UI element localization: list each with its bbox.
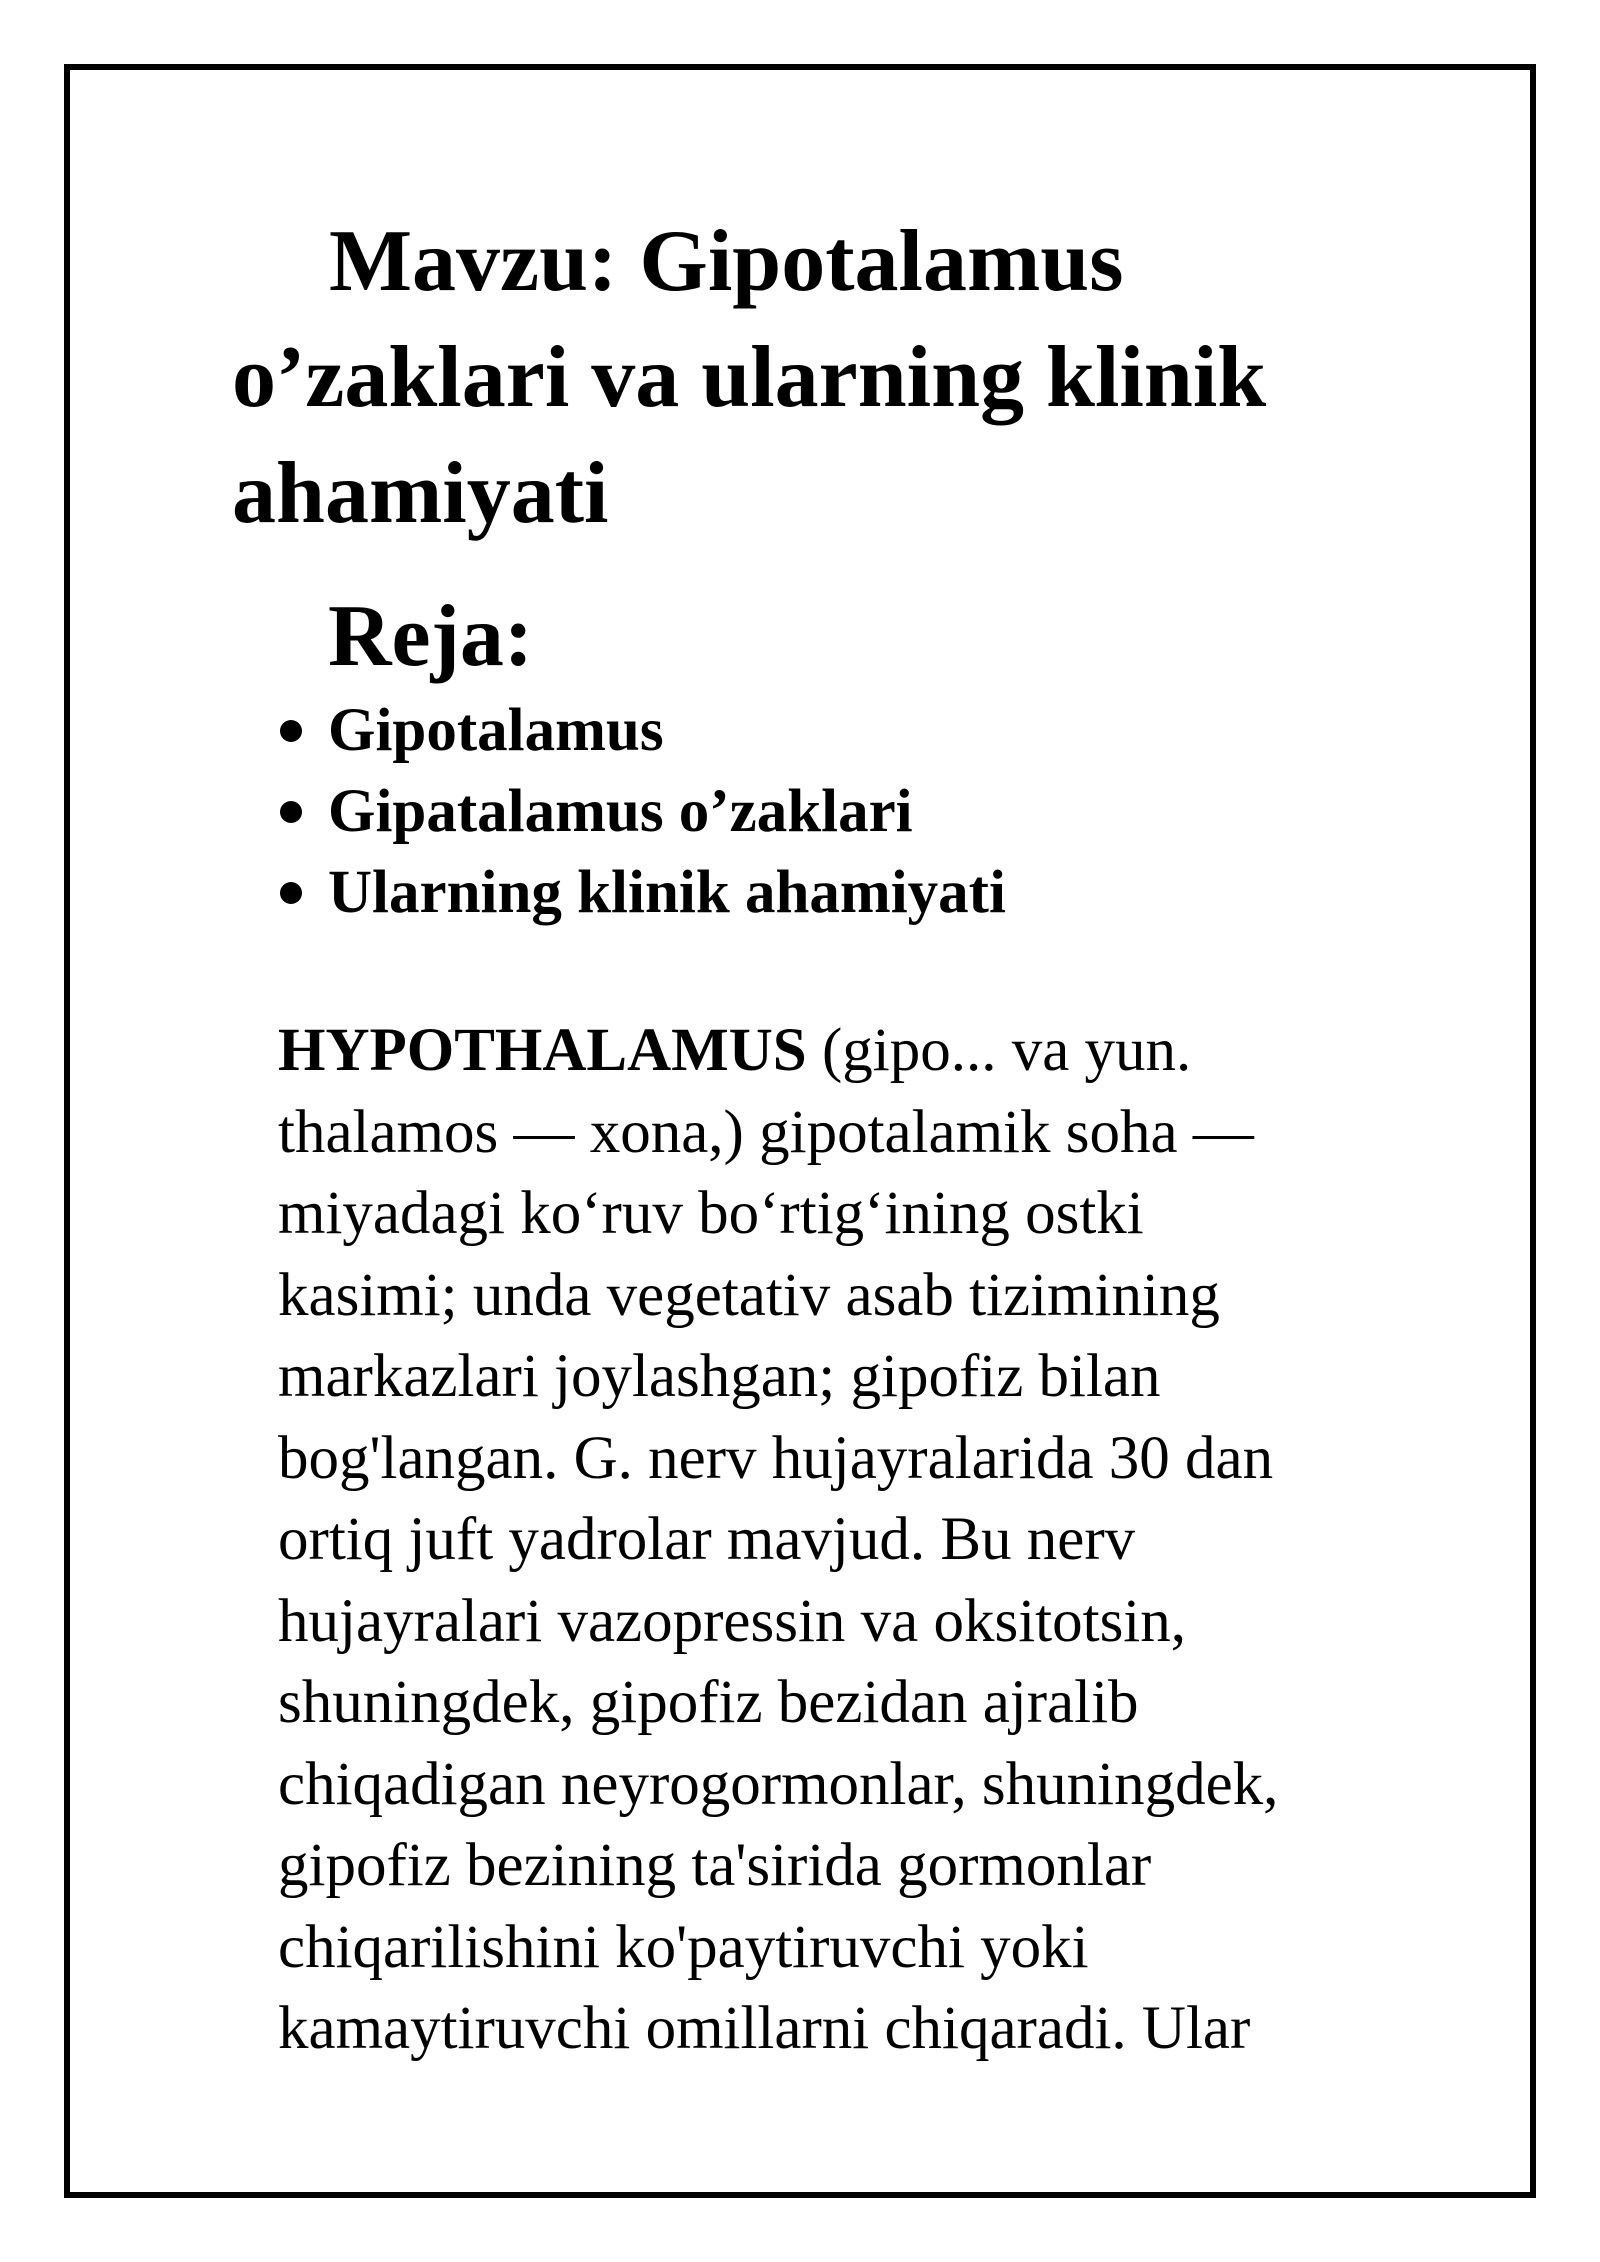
plan-item-label: Gipatalamus o’zaklari [328, 778, 913, 845]
body-line: ortiq juft yadrolar mavjud. Bu nerv [278, 1506, 1136, 1573]
body-line: kasimi; unda vegetativ asab tizimining [278, 1261, 1220, 1329]
body-line: hujayralari vazopressin va oksitotsin, [278, 1587, 1187, 1655]
plan-item-label: Gipotalamus [328, 697, 664, 764]
body-line: chiqarilishini ko'paytiruvchi yoki [278, 1913, 1089, 1981]
bullet-icon [280, 801, 302, 823]
plan-item [270, 690, 1006, 771]
body-term: HYPOTHALAMUS [278, 1017, 807, 1084]
plan-item [270, 852, 1006, 933]
body-line: miyadagi ko‘ruv bo‘rtig‘ining ostki [278, 1180, 1144, 1247]
body-line: markazlari joylashgan; gipofiz bilan [278, 1343, 1161, 1410]
plan-item-label: Ularning klinik ahamiyati [328, 859, 1006, 926]
page-title [232, 204, 1432, 552]
body-line: kamaytiruvchi omillarni chiqaradi. Ular [278, 1995, 1251, 2062]
body-line: gipofiz bezining ta'sirida gormonlar [278, 1832, 1152, 1899]
title-line: ahamiyati [232, 445, 609, 542]
body-line [278, 1010, 1478, 1092]
plan-item [270, 771, 1006, 852]
title-line: Mavzu: Gipotalamus [329, 213, 1124, 310]
body-line: shuningdek, gipofiz bezidan ajralib [278, 1669, 1139, 1736]
body-line: thalamos — xona,) gipotalamik soha — [278, 1098, 1254, 1166]
body-paragraph [278, 1010, 1478, 2070]
body-line: chiqadigan neyrogormonlar, shuningdek, [278, 1750, 1279, 1818]
body-line: bog'langan. G. nerv hujayralarida 30 dan [278, 1424, 1274, 1492]
plan-heading: Reja: [328, 588, 534, 685]
bullet-icon [280, 882, 302, 904]
bullet-icon [280, 720, 302, 742]
plan-list [270, 690, 1006, 933]
body-line-text: (gipo... va yun. [806, 1017, 1192, 1084]
title-line: o’zaklari va ularning klinik [232, 329, 1267, 426]
